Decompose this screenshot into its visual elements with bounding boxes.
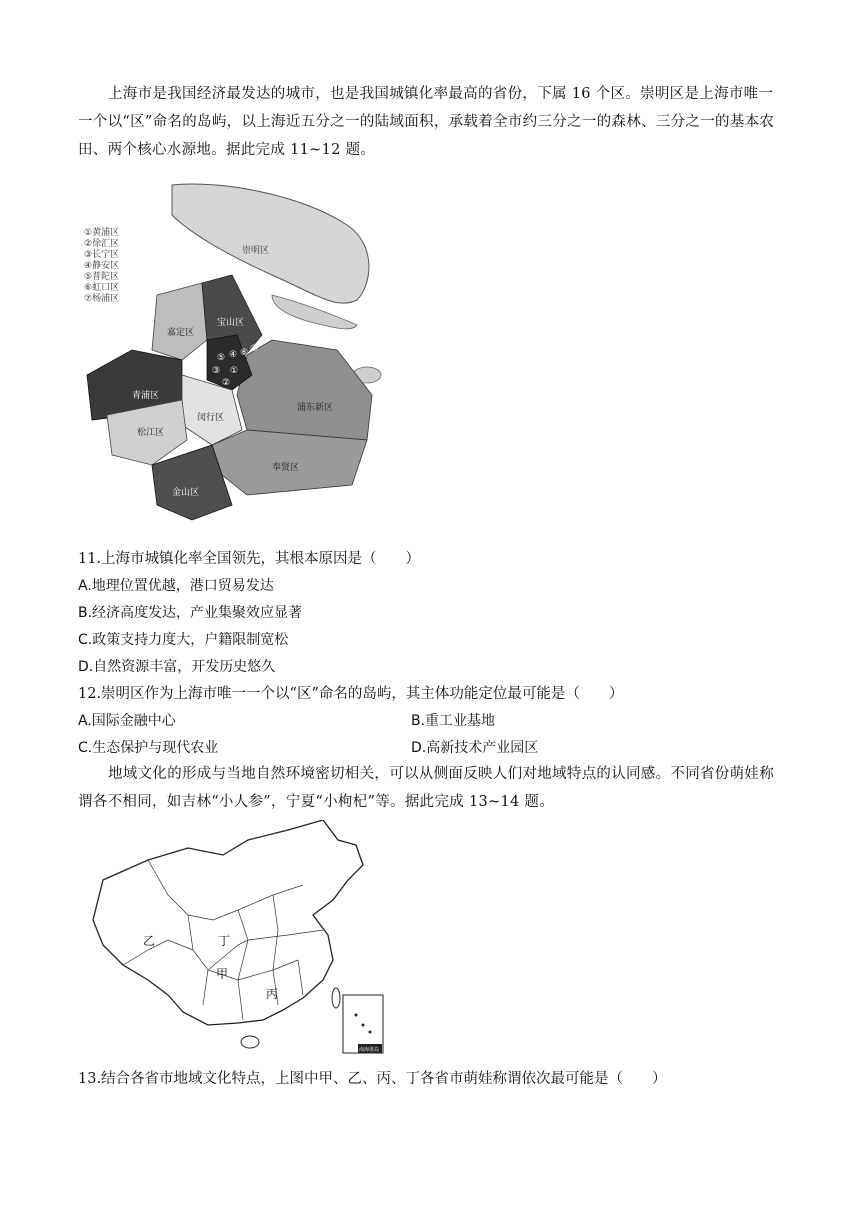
q11-option-c[interactable]: C.政策支持力度大，户籍限制宽松 bbox=[78, 632, 289, 648]
legend-item: ①黄浦区 bbox=[84, 228, 120, 238]
label-minhang: 闵行区 bbox=[197, 413, 225, 423]
q11-option-b[interactable]: B.经济高度发达，产业集聚效应显著 bbox=[78, 605, 303, 621]
label-chongming: 崇明区 bbox=[242, 246, 270, 256]
legend-item: ③长宁区 bbox=[84, 250, 120, 260]
q12-option-c[interactable]: C.生态保护与现代农业 bbox=[78, 740, 219, 756]
legend-item: ⑦杨浦区 bbox=[84, 294, 120, 304]
china-province-map bbox=[88, 820, 398, 1060]
pudong-district bbox=[237, 340, 372, 440]
q12-option-d[interactable]: D.高新技术产业园区 bbox=[411, 740, 539, 756]
question-13-stem: 13.结合各省市地域文化特点，上图中甲、乙、丙、丁各省市萌娃称谓依次最可能是（ ） bbox=[78, 1071, 667, 1087]
label-bing: 丙 bbox=[266, 987, 279, 1001]
q12-option-a[interactable]: A.国际金融中心 bbox=[78, 713, 176, 729]
circle-num-7: ⑦ bbox=[250, 344, 259, 354]
map-legend bbox=[84, 226, 119, 304]
circle-num-5: ⑤ bbox=[217, 353, 226, 363]
label-fengxian: 奉贤区 bbox=[272, 463, 300, 473]
label-ding: 丁 bbox=[218, 934, 231, 948]
label-qingpu: 青浦区 bbox=[132, 391, 160, 401]
intro-paragraph-1: 上海市是我国经济最发达的城市，也是我国城镇化率最高的省份，下属 16 个区。崇明区是上海市唯一一个以“区”命名的岛屿，以上海近五分之一的陆域面积，承载着全市约三分之一的森林、三分之一的基本农田、两个核心水源地。据此完成 11~12 题。 bbox=[78, 86, 775, 158]
q12-option-b[interactable]: B.重工业基地 bbox=[411, 713, 496, 729]
legend-item: ⑤普陀区 bbox=[84, 272, 120, 282]
label-jiading: 嘉定区 bbox=[167, 328, 195, 338]
label-jia: 甲 bbox=[216, 967, 229, 981]
circle-num-1: ① bbox=[230, 366, 239, 376]
label-baoshan: 宝山区 bbox=[217, 318, 245, 328]
q11-option-a[interactable]: A.地理位置优越，港口贸易发达 bbox=[78, 578, 274, 594]
circle-num-3: ③ bbox=[212, 366, 221, 376]
legend-item: ④静安区 bbox=[84, 261, 120, 271]
legend-item: ②徐汇区 bbox=[84, 239, 120, 249]
jiading-district bbox=[152, 283, 207, 360]
shanghai-district-map bbox=[72, 175, 402, 540]
label-songjiang: 松江区 bbox=[137, 428, 165, 438]
question-12-stem: 12.崇明区作为上海市唯一一个以“区”命名的岛屿，其主体功能定位最可能是（ ） bbox=[78, 686, 624, 702]
label-yi: 乙 bbox=[143, 934, 156, 948]
legend-item: ⑥虹口区 bbox=[84, 283, 120, 293]
circle-num-4: ④ bbox=[229, 350, 238, 360]
taiwan-island bbox=[332, 988, 340, 1008]
china-outline bbox=[93, 820, 363, 1025]
south-china-sea-inset bbox=[343, 995, 383, 1053]
inset-label: 南海诸岛 bbox=[359, 1047, 380, 1053]
circle-num-6: ⑥ bbox=[240, 348, 249, 358]
circle-num-2: ② bbox=[222, 378, 231, 388]
hainan-island bbox=[241, 1036, 259, 1048]
label-jinshan: 金山区 bbox=[172, 488, 200, 498]
label-pudong: 浦东新区 bbox=[297, 403, 334, 413]
q11-option-d[interactable]: D.自然资源丰富，开发历史悠久 bbox=[78, 659, 276, 675]
intro-paragraph-2: 地域文化的形成与当地自然环境密切相关，可以从侧面反映人们对地域特点的认同感。不同省份萌娃称谓各不相同，如吉林“小人参”，宁夏“小枸杞”等。据此完成 13~14 题。 bbox=[78, 766, 774, 810]
question-11-stem: 11.上海市城镇化率全国领先，其根本原因是（ ） bbox=[78, 551, 421, 567]
